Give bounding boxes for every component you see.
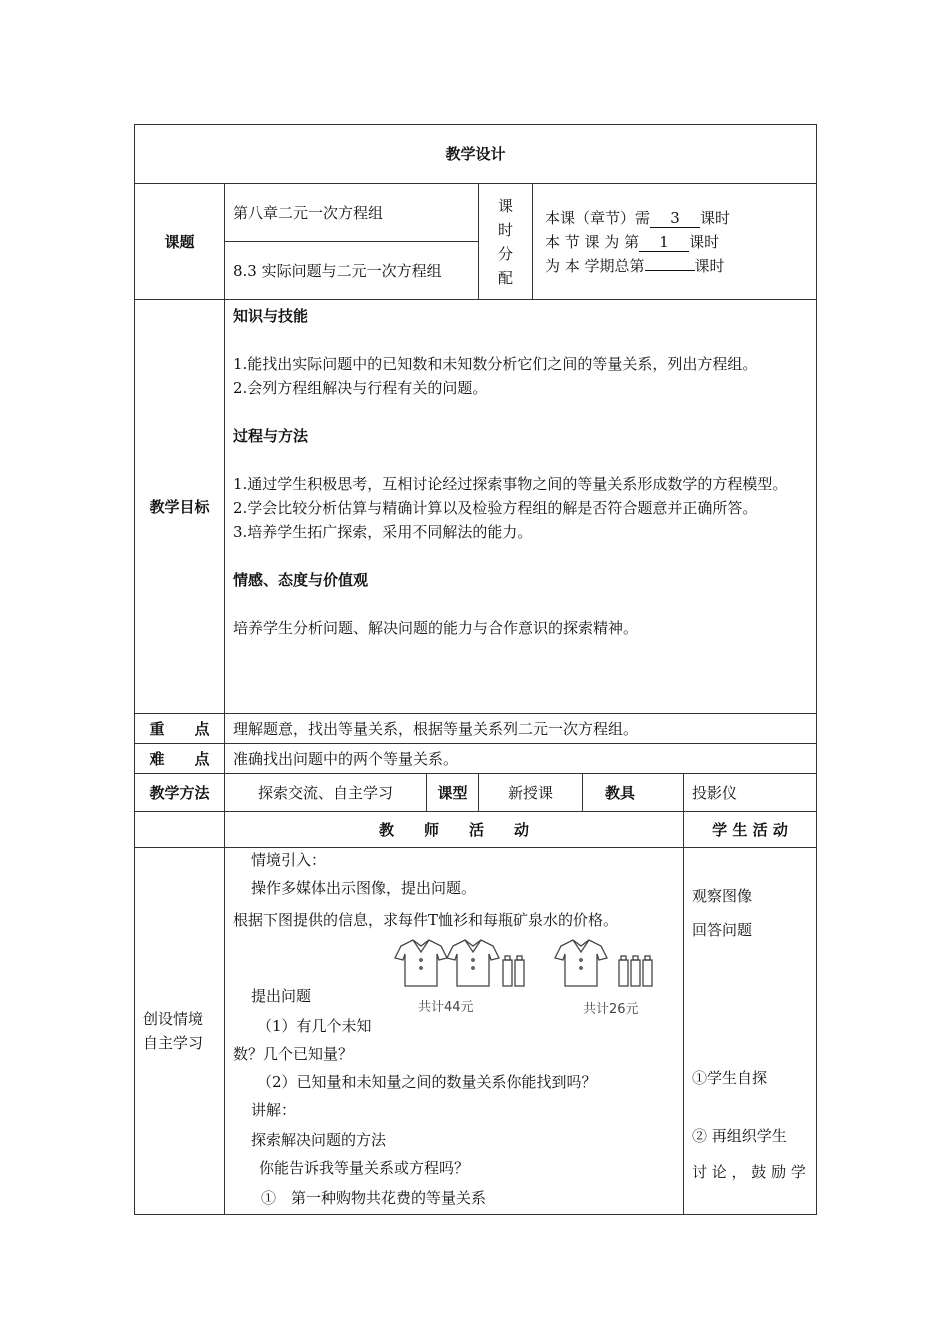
goal-knowledge-1: 1.能找出实际问题中的已知数和未知数分析它们之间的等量关系，列出方程组。 — [233, 355, 758, 373]
teacher-line-1: 情境引入： — [251, 851, 327, 869]
student-line-2: 回答问题 — [692, 921, 753, 939]
teacher-line-10: 你能告诉我等量关系或方程吗？ — [259, 1159, 470, 1177]
stage-line-2: 自主学习 — [143, 1034, 204, 1052]
alloc-line2-value: 1 — [639, 233, 689, 252]
teacher-line-9: 探索解决问题的方法 — [251, 1131, 387, 1149]
goal-knowledge-2: 2.会列方程组解决与行程有关的问题。 — [233, 379, 488, 397]
document-title: 教学设计 — [135, 125, 817, 184]
difficulty-label: 难 点 — [135, 744, 225, 774]
lesson-type-value: 新授课 — [479, 774, 583, 812]
stage-label — [135, 848, 225, 1215]
alloc-line2-pre: 本 节 课 为 第 — [545, 232, 640, 251]
goals-heading-knowledge: 知识与技能 — [233, 307, 309, 325]
alloc-char: 配 — [497, 268, 513, 287]
teacher-line-4: 提出问题 — [251, 987, 312, 1005]
tshirt-icon — [447, 940, 499, 986]
method-value: 探索交流、自主学习 — [225, 774, 427, 812]
alloc-detail — [533, 184, 817, 300]
student-line-3: ①学生自探 — [692, 1069, 768, 1087]
student-line-5: 讨 论 ， 鼓 励 学 — [692, 1163, 806, 1181]
student-line-4: ② 再组织学生 — [692, 1127, 787, 1145]
bottle-icon — [503, 956, 512, 986]
tshirt-icon — [555, 940, 607, 986]
key-label: 重 点 — [135, 714, 225, 744]
student-line-1: 观察图像 — [692, 887, 753, 905]
goals-heading-attitude: 情感、态度与价值观 — [233, 571, 369, 589]
alloc-line1-post: 课时 — [700, 208, 731, 227]
alloc-char: 课 — [497, 196, 513, 215]
difficulty-text: 准确找出问题中的两个等量关系。 — [225, 744, 817, 774]
lesson-plan-table — [134, 124, 817, 1215]
teacher-line-11: ① 第一种购物共花费的等量关系 — [261, 1189, 487, 1207]
goal-process-2: 2.学会比较分析估算与精确计算以及检验方程组的解是否符合题意并正确所答。 — [233, 499, 758, 517]
stage-line-1: 创设情境 — [143, 1010, 204, 1028]
bottle-icon — [631, 956, 640, 986]
alloc-char: 时 — [497, 220, 513, 239]
method-label: 教学方法 — [135, 774, 225, 812]
teacher-activity-header: 教 师 活 动 — [225, 812, 684, 848]
goals-label: 教学目标 — [135, 300, 225, 714]
teacher-line-5: （1）有几个未知 — [257, 1017, 372, 1035]
goal-process-1: 1.通过学生积极思考，互相讨论经过探索事物之间的等量关系形成数学的方程模型。 — [233, 475, 788, 493]
bottle-icon — [515, 956, 524, 986]
student-activity — [684, 848, 817, 1215]
teacher-line-8: 讲解： — [251, 1101, 297, 1119]
bottle-icon — [619, 956, 628, 986]
topic-label: 课题 — [135, 184, 225, 300]
key-text: 理解题意，找出等量关系，根据等量关系列二元一次方程组。 — [225, 714, 817, 744]
shirts-bottles-illustration — [391, 938, 663, 992]
teacher-line-3: 根据下图提供的信息，求每件T恤衫和每瓶矿泉水的价格。 — [233, 911, 619, 929]
teacher-line-7: （2）已知量和未知量之间的数量关系你能找到吗？ — [257, 1073, 597, 1091]
topic-chapter: 第八章二元一次方程组 — [225, 184, 479, 242]
teacher-line-2: 操作多媒体出示图像，提出问题。 — [251, 879, 477, 897]
alloc-line2-post: 课时 — [689, 232, 720, 251]
alloc-line1-pre: 本课（章节）需 — [545, 208, 651, 227]
alloc-line1-value: 3 — [650, 209, 700, 228]
figure-total-1: 共计44元 — [418, 1000, 474, 1015]
alloc-label — [479, 184, 533, 300]
alloc-line3-value — [645, 270, 695, 271]
figure-total-2: 共计26元 — [583, 1002, 639, 1017]
tshirt-icon — [395, 940, 447, 986]
alloc-char: 分 — [497, 244, 513, 263]
goal-attitude-1: 培养学生分析问题、解决问题的能力与合作意识的探索精神。 — [233, 619, 639, 637]
alloc-line3-post: 课时 — [694, 256, 725, 275]
lesson-type-label: 课型 — [427, 774, 479, 812]
tools-value: 投影仪 — [684, 774, 817, 812]
goals-heading-process: 过程与方法 — [233, 427, 309, 445]
alloc-line3-pre: 为 本 学期总第 — [545, 256, 645, 275]
teacher-activity — [225, 848, 684, 1215]
teacher-line-6: 数？几个已知量？ — [233, 1045, 354, 1063]
goals-content — [225, 300, 817, 714]
student-activity-header: 学 生 活 动 — [684, 812, 817, 848]
goal-process-3: 3.培养学生拓广探索，采用不同解法的能力。 — [233, 523, 533, 541]
tools-label: 教具 — [583, 774, 684, 812]
activity-header-blank — [135, 812, 225, 848]
topic-section: 8.3 实际问题与二元一次方程组 — [225, 242, 479, 300]
bottle-icon — [643, 956, 652, 986]
